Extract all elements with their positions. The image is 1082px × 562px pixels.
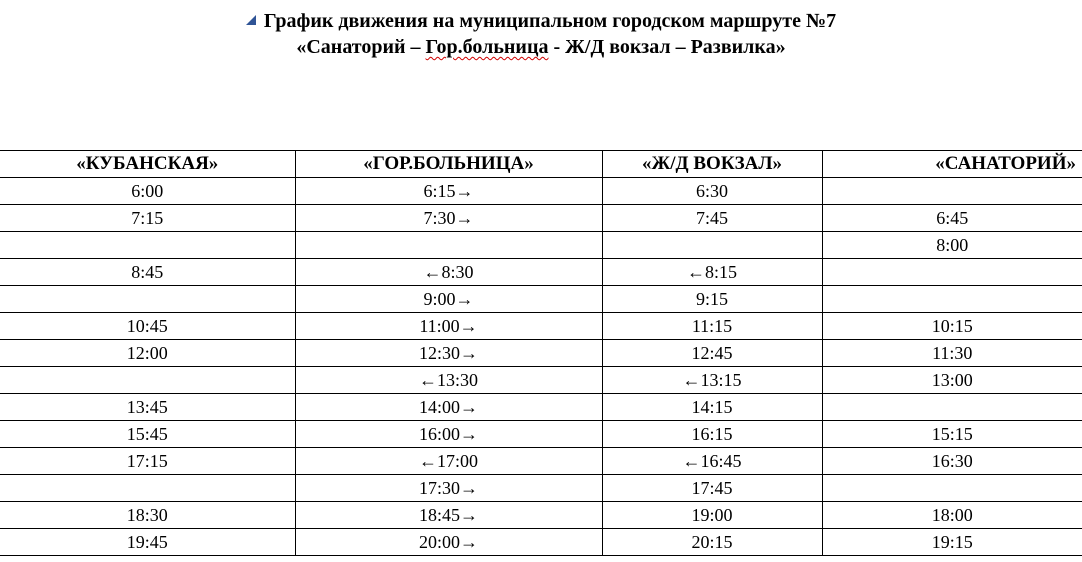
cell-sanatoriy — [822, 394, 1082, 421]
cell-kubanskaya: 8:45 — [0, 259, 295, 286]
cell-sanatoriy: 10:15 — [822, 313, 1082, 340]
cell-sanatoriy — [822, 259, 1082, 286]
title-line-1 — [0, 8, 1082, 34]
cell-kubanskaya: 19:45 — [0, 529, 295, 556]
cell-kubanskaya — [0, 286, 295, 313]
cell-gor-bolnitsa: 7:30→ — [295, 205, 602, 232]
header-zhd-vokzal: «Ж/Д ВОКЗАЛ» — [602, 151, 822, 178]
cell-zhd-vokzal: 20:15 — [602, 529, 822, 556]
document-title — [0, 8, 1082, 60]
cell-kubanskaya: 17:15 — [0, 448, 295, 475]
header-kubanskaya: «КУБАНСКАЯ» — [0, 151, 295, 178]
cell-kubanskaya: 12:00 — [0, 340, 295, 367]
table-row — [0, 502, 1082, 529]
cell-sanatoriy — [822, 286, 1082, 313]
cell-zhd-vokzal: 16:15 — [602, 421, 822, 448]
spellcheck-underlined-word: Гор.больница — [425, 36, 549, 58]
cell-zhd-vokzal: 11:15 — [602, 313, 822, 340]
title-text-2b: - Ж/Д вокзал – Развилка» — [548, 36, 786, 58]
cell-gor-bolnitsa: 12:30→ — [295, 340, 602, 367]
cell-gor-bolnitsa — [295, 232, 602, 259]
cell-gor-bolnitsa: 6:15→ — [295, 178, 602, 205]
cell-zhd-vokzal — [602, 232, 822, 259]
triangle-marker-icon — [246, 15, 256, 25]
cell-kubanskaya — [0, 367, 295, 394]
cell-zhd-vokzal: 7:45 — [602, 205, 822, 232]
table-row — [0, 367, 1082, 394]
cell-zhd-vokzal: ←16:45 — [602, 448, 822, 475]
table-row — [0, 340, 1082, 367]
schedule-body — [0, 178, 1082, 556]
cell-gor-bolnitsa: 14:00→ — [295, 394, 602, 421]
cell-sanatoriy: 8:00 — [822, 232, 1082, 259]
table-row — [0, 205, 1082, 232]
title-text-1: График движения на муниципальном городском маршруте №7 — [263, 10, 837, 32]
cell-sanatoriy — [822, 178, 1082, 205]
table-row — [0, 286, 1082, 313]
cell-zhd-vokzal: 17:45 — [602, 475, 822, 502]
table-row — [0, 529, 1082, 556]
table-row — [0, 475, 1082, 502]
cell-gor-bolnitsa: 16:00→ — [295, 421, 602, 448]
title-text-2a: «Санаторий – — [296, 36, 426, 58]
cell-sanatoriy: 13:00 — [822, 367, 1082, 394]
table-row — [0, 178, 1082, 205]
cell-sanatoriy: 6:45 — [822, 205, 1082, 232]
header-row — [0, 151, 1082, 178]
cell-kubanskaya: 18:30 — [0, 502, 295, 529]
cell-kubanskaya — [0, 475, 295, 502]
cell-gor-bolnitsa: 11:00→ — [295, 313, 602, 340]
cell-sanatoriy: 11:30 — [822, 340, 1082, 367]
cell-gor-bolnitsa: 9:00→ — [295, 286, 602, 313]
cell-sanatoriy: 18:00 — [822, 502, 1082, 529]
table-row — [0, 421, 1082, 448]
table-row — [0, 313, 1082, 340]
cell-zhd-vokzal: 19:00 — [602, 502, 822, 529]
cell-sanatoriy: 16:30 — [822, 448, 1082, 475]
cell-zhd-vokzal: 12:45 — [602, 340, 822, 367]
cell-gor-bolnitsa: 17:30→ — [295, 475, 602, 502]
cell-kubanskaya: 15:45 — [0, 421, 295, 448]
cell-zhd-vokzal: ←13:15 — [602, 367, 822, 394]
cell-gor-bolnitsa: ←17:00 — [295, 448, 602, 475]
table-row — [0, 448, 1082, 475]
cell-sanatoriy: 15:15 — [822, 421, 1082, 448]
header-sanatoriy: «САНАТОРИЙ» — [822, 151, 1082, 178]
cell-zhd-vokzal: ←8:15 — [602, 259, 822, 286]
cell-gor-bolnitsa: ←13:30 — [295, 367, 602, 394]
schedule-table — [0, 150, 1082, 556]
cell-kubanskaya: 6:00 — [0, 178, 295, 205]
title-line-2 — [0, 34, 1082, 60]
cell-zhd-vokzal: 9:15 — [602, 286, 822, 313]
header-gor-bolnitsa: «ГОР.БОЛЬНИЦА» — [295, 151, 602, 178]
cell-zhd-vokzal: 14:15 — [602, 394, 822, 421]
table-row — [0, 232, 1082, 259]
cell-sanatoriy: 19:15 — [822, 529, 1082, 556]
cell-gor-bolnitsa: ←8:30 — [295, 259, 602, 286]
cell-kubanskaya: 7:15 — [0, 205, 295, 232]
cell-kubanskaya — [0, 232, 295, 259]
table-row — [0, 259, 1082, 286]
cell-kubanskaya: 10:45 — [0, 313, 295, 340]
cell-gor-bolnitsa: 20:00→ — [295, 529, 602, 556]
table-row — [0, 394, 1082, 421]
cell-zhd-vokzal: 6:30 — [602, 178, 822, 205]
cell-gor-bolnitsa: 18:45→ — [295, 502, 602, 529]
cell-kubanskaya: 13:45 — [0, 394, 295, 421]
cell-sanatoriy — [822, 475, 1082, 502]
